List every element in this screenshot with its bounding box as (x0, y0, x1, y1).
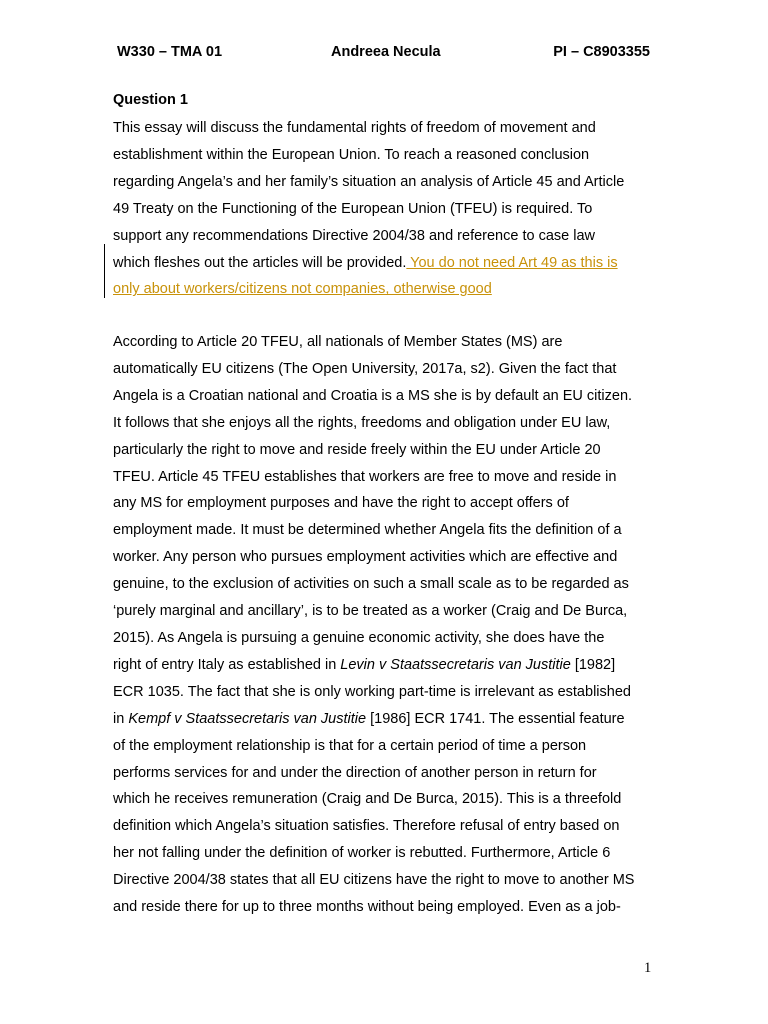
text-line: employment made. It must be determined whether Angela fits the definition of a (113, 522, 622, 539)
revision-change-bar (104, 244, 105, 298)
text-line: Angela is a Croatian national and Croatia is a MS she is by default an EU citizen. (113, 387, 633, 404)
header-course-code: W330 – TMA 01 (117, 44, 223, 60)
paragraph-analysis (113, 329, 663, 921)
text-line: ECR 1035. The fact that she is only working part-time is irrelevant as established (113, 683, 631, 700)
text-line: TFEU. Article 45 TFEU establishes that workers are free to move and reside in (113, 468, 617, 485)
question-heading: Question 1 (113, 92, 188, 108)
text-line: her not falling under the definition of worker is rebutted. Furthermore, Article 6 (113, 845, 611, 862)
page-header (117, 44, 650, 66)
paragraph-introduction (113, 115, 663, 303)
header-student-id: PI – C8903355 (553, 44, 650, 60)
text-line: 2015). As Angela is pursuing a genuine economic activity, she does have the (113, 629, 605, 646)
text-line: 49 Treaty on the Functioning of the European Union (TFEU) is required. To (113, 200, 593, 217)
text-line: regarding Angela’s and her family’s situation an analysis of Article 45 and Article (113, 173, 625, 190)
text-line (113, 276, 663, 303)
text-line: definition which Angela’s situation satisfies. Therefore refusal of entry based on (113, 818, 620, 835)
text-line: any MS for employment purposes and have the right to accept offers of (113, 495, 569, 512)
text-fragment: [1982] (570, 656, 616, 673)
text-line: According to Article 20 TFEU, all nationals of Member States (MS) are (113, 334, 563, 350)
text-line: It follows that she enjoys all the rights, freedoms and obligation under EU law, (113, 414, 611, 431)
text-line: worker. Any person who pursues employment activities which are effective and (113, 549, 618, 566)
case-citation: Levin v Staatssecretaris van Justitie (340, 656, 571, 673)
text-fragment: in (113, 710, 129, 727)
text-fragment: right of entry Italy as established in (113, 656, 341, 673)
text-line (113, 652, 663, 679)
text-line: establishment within the European Union. To reach a reasoned conclusion (113, 146, 590, 163)
text-line: Directive 2004/38 states that all EU citizens have the right to move to another MS (113, 872, 635, 889)
header-author-name: Andreea Necula (331, 44, 441, 60)
text-line: automatically EU citizens (The Open University, 2017a, s2). Given the fact that (113, 360, 617, 377)
text-line: of the employment relationship is that for a certain period of time a person (113, 737, 587, 754)
text-line: and reside there for up to three months without being employed. Even as a job- (113, 899, 621, 916)
page-number: 1 (644, 960, 652, 976)
text-line: performs services for and under the direction of another person in return for (113, 764, 597, 781)
text-line: genuine, to the exclusion of activities on such a small scale as to be regarded as (113, 576, 629, 593)
text-line (113, 706, 663, 733)
tutor-comment: You do not need Art 49 as this is (406, 254, 618, 271)
case-citation: Kempf v Staatssecretaris van Justitie (128, 710, 367, 727)
tutor-comment: only about workers/citizens not companies, otherwise good (113, 281, 492, 298)
text-line: support any recommendations Directive 2004/38 and reference to case law (113, 227, 595, 244)
text-fragment: [1986] ECR 1741. The essential feature (366, 710, 625, 727)
text-line: ‘purely marginal and ancillary’, is to be treated as a worker (Craig and De Burca, (113, 603, 628, 620)
text-line: particularly the right to move and reside freely within the EU under Article 20 (113, 441, 601, 458)
text-line (113, 250, 663, 277)
text-fragment: which fleshes out the articles will be provided. (113, 254, 407, 271)
text-line: This essay will discuss the fundamental rights of freedom of movement and (113, 120, 596, 136)
text-line: which he receives remuneration (Craig and De Burca, 2015). This is a threefold (113, 791, 622, 808)
